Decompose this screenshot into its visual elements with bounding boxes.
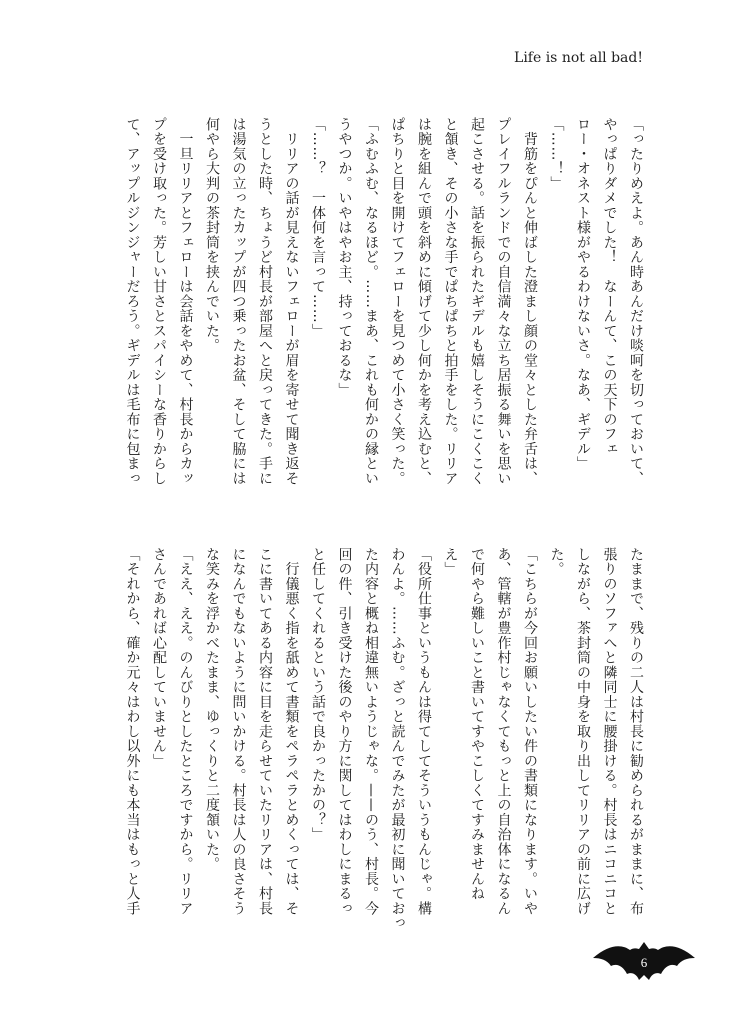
upper-text-line: 何やら大判の茶封筒を挟んでいた。 bbox=[204, 117, 220, 353]
lower-text-line: で何やら難しいこと書いてすやこしくてすみませんね bbox=[469, 547, 485, 901]
lower-text-line: な笑みを浮かべたまま、ゆっくりと二度頷いた。 bbox=[204, 547, 220, 872]
upper-text-line: プを受け取った。芳しい甘さとスパイシーな香りからし bbox=[151, 117, 167, 486]
lower-text-line: え」 bbox=[442, 547, 459, 577]
lower-text-line: になんでもないように問いかける。村長は人の良さそう bbox=[230, 547, 247, 916]
lower-text-line: た内容と概ね相違無いようじゃな。——のう、村長。今 bbox=[363, 547, 379, 916]
lower-text-line: と任してくれるという話で良かったかの？」 bbox=[310, 547, 326, 842]
lower-text-line: しながら、茶封筒の中身を取り出してリリアの前に広げ bbox=[575, 547, 591, 916]
lower-text-line: こに書いてある内容に目を走らせていたリリアは、村長 bbox=[257, 547, 273, 916]
upper-text-line: は湯気の立ったカップが四つ乗ったお盆、そして脇には bbox=[230, 117, 247, 486]
upper-text-line: プレイフルランドでの自信満々な立ち居振る舞いを思い bbox=[495, 117, 512, 486]
upper-text-line: 「ふむふむ、なるほど。……まあ、これも何かの縁とい bbox=[363, 117, 379, 486]
lower-text-line: 行儀悪く指を舐めて書類をペラペラとめくっては、そ bbox=[283, 547, 300, 916]
upper-text-line: 「……！」 bbox=[548, 117, 565, 191]
upper-text-line: と頷き、その小さな手でぱちぱちと拍手をした。リリア bbox=[442, 117, 459, 486]
upper-text-line: て、アップルジンジャーだろう。ギデルは毛布に包まっ bbox=[124, 117, 141, 486]
upper-text-line: うとした時、ちょうど村長が部屋へと戻ってきた。手に bbox=[257, 117, 273, 486]
text-block-lower bbox=[119, 547, 649, 929]
page-header-title: Life is not all bad! bbox=[514, 50, 643, 66]
page-number: 6 bbox=[640, 955, 648, 970]
upper-text-line: 「……？ 一体何を言って……」 bbox=[310, 117, 326, 339]
lower-text-line: 「役所仕事というもんは得てしてそういうもんじゃ。構 bbox=[416, 547, 432, 916]
text-block-upper bbox=[119, 117, 649, 499]
lower-text-line: たままで、残りの二人は村長に勧められるがままに、布 bbox=[628, 547, 644, 916]
upper-text-line: 背筋をぴんと伸ばした澄まし顔の堂々とした弁舌は、 bbox=[522, 117, 538, 486]
upper-text-line: やっぱりダメでした！ なーんて、この天下のフェ bbox=[601, 117, 618, 457]
lower-text-line: わんよ。……ふむ。ざっと読んでみたが最初に聞いておっ bbox=[389, 547, 406, 931]
upper-text-line: は腕を組んで頭を斜めに傾げて少し何かを考え込むと、 bbox=[416, 117, 432, 486]
upper-text-line: 一旦リリアとフェローは会話をやめて、村長からカッ bbox=[177, 117, 194, 486]
lower-text-line: さんであれば心配していません」 bbox=[151, 547, 167, 769]
lower-text-line: 張りのソファへと隣同士に腰掛ける。村長はニコニコと bbox=[601, 547, 618, 916]
upper-text-line: ロー・オネスト様がやるわけないさ。なあ、ギデル」 bbox=[575, 117, 591, 471]
lower-text-line: た。 bbox=[548, 547, 565, 577]
bat-page-number-icon bbox=[589, 936, 699, 986]
lower-text-line: 「それから、確か元々はわし以外にも本当はもっと人手 bbox=[124, 547, 141, 916]
upper-text-line: ぱちりと目を開けてフェローを見つめて小さく笑った。 bbox=[389, 117, 406, 486]
upper-text-line: うやつか。いやはやお主、持っておるな」 bbox=[336, 117, 353, 398]
lower-text-line: 「こちらが今回お願いしたい件の書類になります。いや bbox=[522, 547, 538, 916]
lower-text-line: 回の件、引き受けた後のやり方に関してはわしにまるっ bbox=[336, 547, 353, 916]
upper-text-line: 「ったりめえよ。あん時あんだけ啖呵を切っておいて、 bbox=[628, 117, 644, 486]
upper-text-line: 起こさせる。話を振られたギデルも嬉しそうにこくこく bbox=[469, 117, 485, 486]
upper-text-line: リリアの話が見えないフェローが眉を寄せて聞き返そ bbox=[283, 117, 300, 486]
lower-text-line: あ、管轄が豊作村じゃなくてもっと上の自治体になるん bbox=[495, 547, 512, 916]
lower-text-line: 「ええ、ええ。のんびりとしたところですから。リリア bbox=[177, 547, 194, 916]
